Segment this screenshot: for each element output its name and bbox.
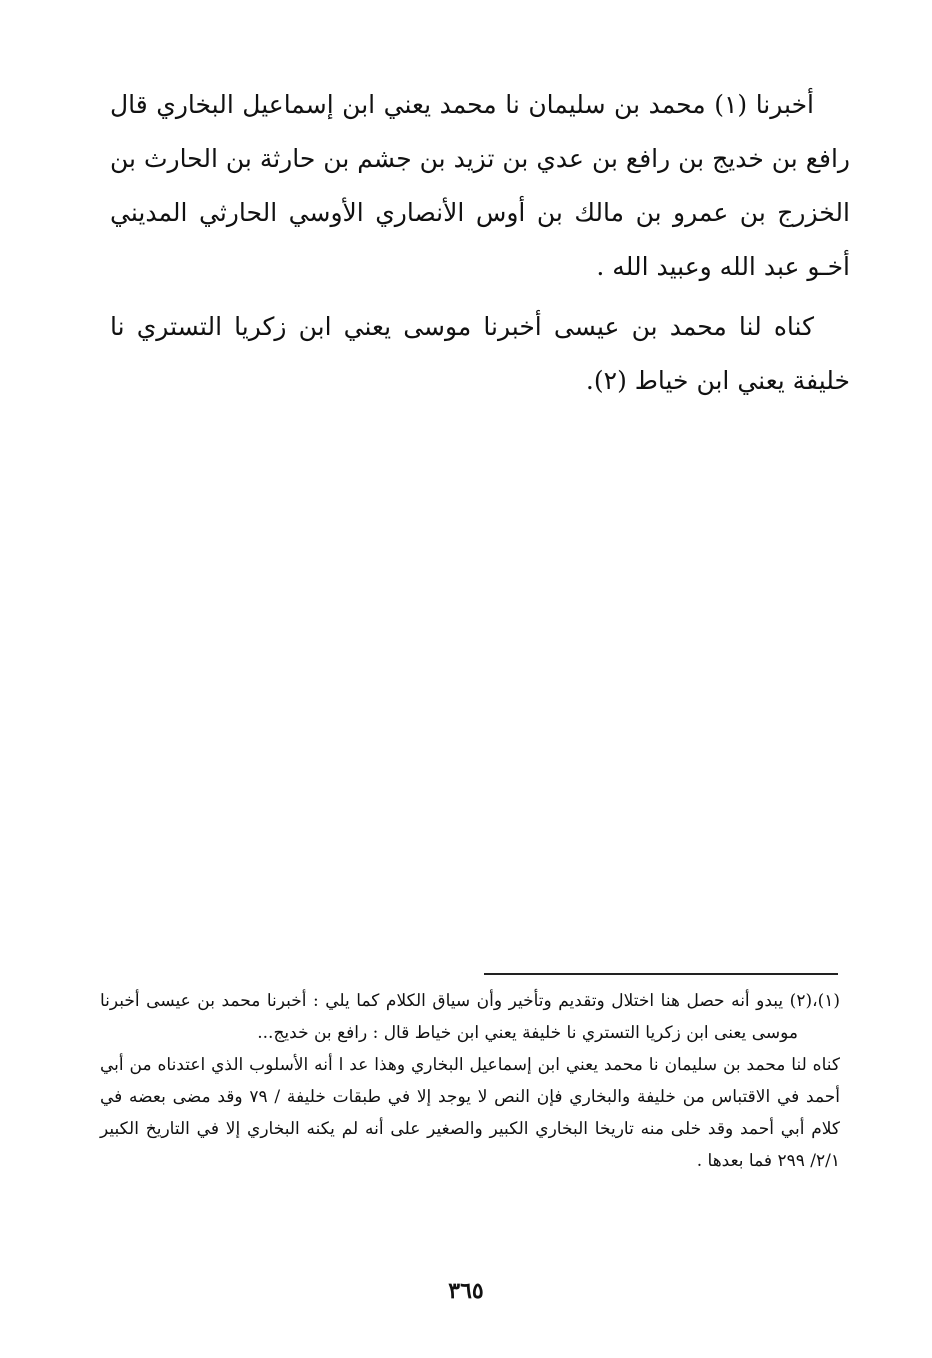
footnotes bbox=[100, 985, 840, 1177]
footnote-1: (١)،(٢) يبدو أنه حصل هنا اختلال وتقديم وتأخير وأن سياق الكلام كما يلي : أخبرنا محمد بن عيسى أخبرنا موسى يعنى ابن زكريا التستري نا خليفة يعني ابن خياط قال : رافع بن خديج... bbox=[100, 991, 840, 1043]
main-paragraph-2: كناه لنا محمد بن عيسى أخبرنا موسى يعني ابن زكريا التستري نا خليفة يعني ابن خياط (٢). bbox=[110, 312, 850, 395]
main-text bbox=[110, 78, 850, 414]
main-paragraph-1: أخبرنا (١) محمد بن سليمان نا محمد يعني ابن إسماعيل البخاري قال رافع بن خديج بن رافع بن عدي بن تزيد بن جشم بن حارثة بن الحارث بن الخزرج بن عمرو بن مالك بن أوس الأنصاري الأوسي الحارثي المديني أخـو عبد الله وعبيد الله . bbox=[110, 90, 850, 281]
page-number: ٣٦٥ bbox=[448, 1278, 484, 1304]
footnote-1-continued: كناه لنا محمد بن سليمان نا محمد يعني ابن إسماعيل البخاري وهذا عد ا أنه الأسلوب الذي اعتدناه من أبي أحمد في الاقتباس من خليفة والبخاري فإن النص لا يوجد إلا في طبقات خليفة / ٧٩ وقد مضى بعضه في كلام أبي أحمد وقد خلى منه تاريخا البخاري الكبير والصغير على أنه لم يكنه البخاري إلا في التاريخ الكبير ٢/١/ ٢٩٩ فما بعدها . bbox=[100, 1055, 841, 1171]
footnote-divider bbox=[484, 973, 838, 975]
